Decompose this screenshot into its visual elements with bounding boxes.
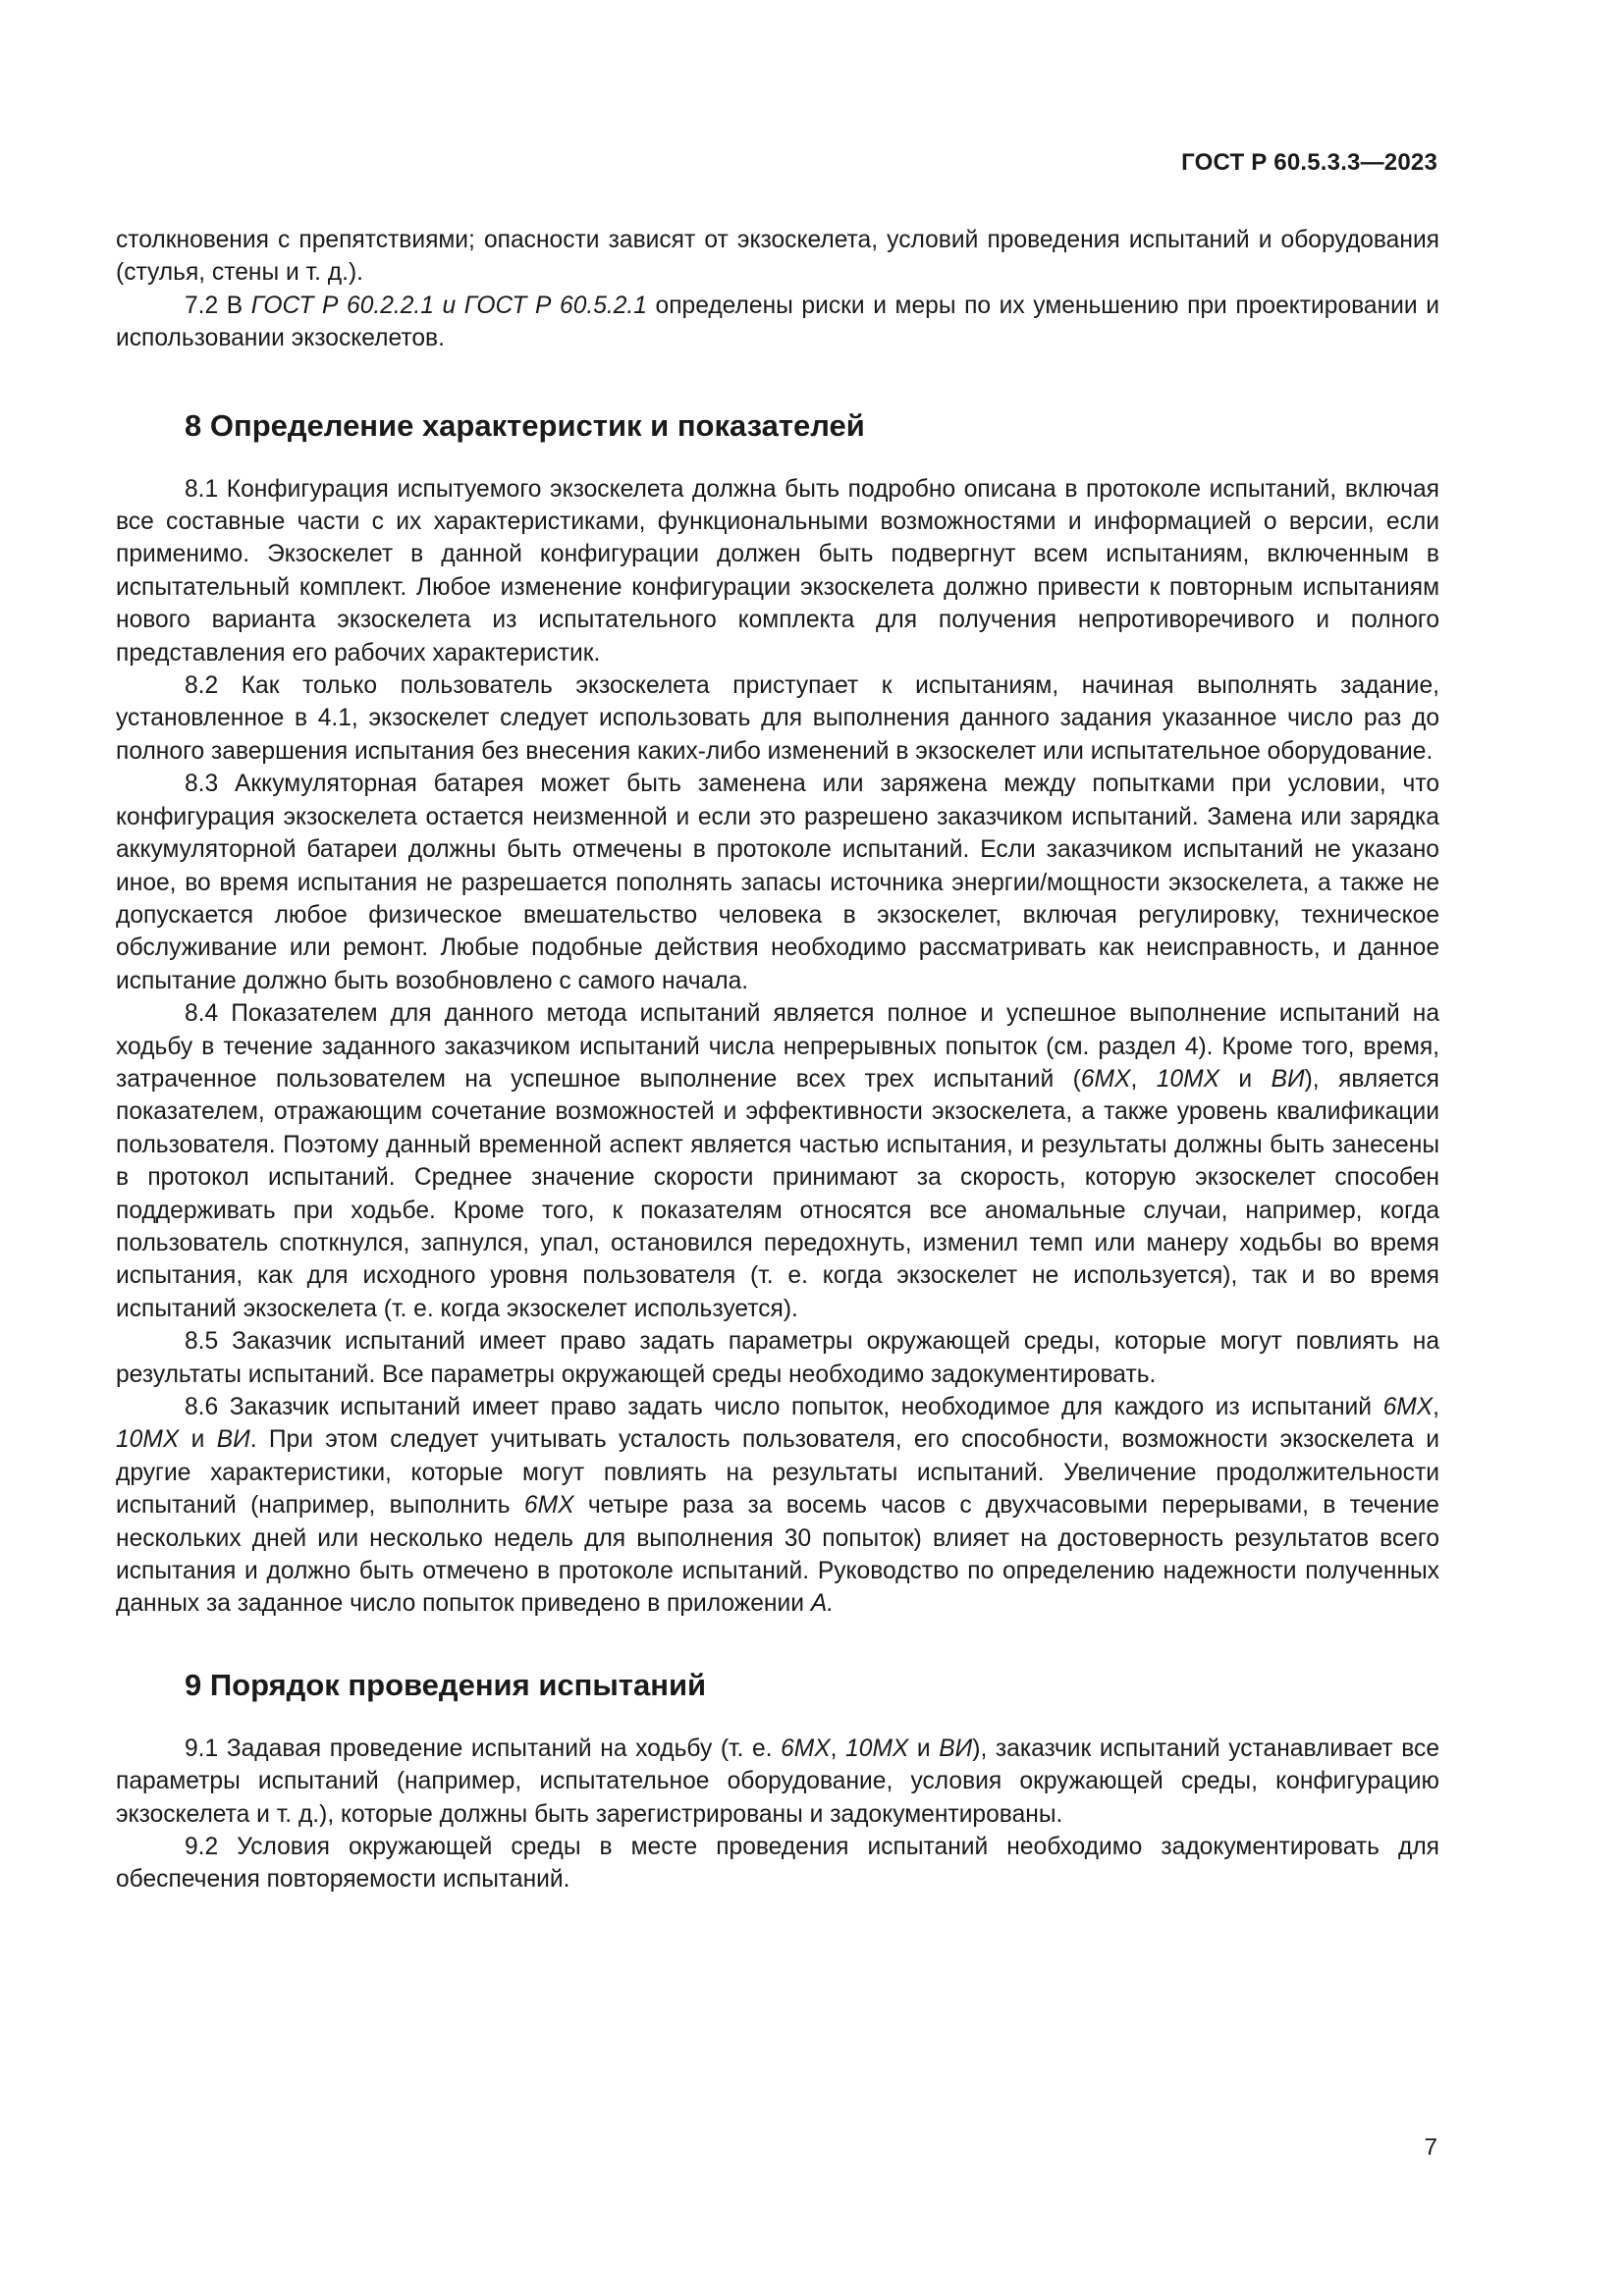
section-9-heading: 9 Порядок проведения испытаний [185,1667,707,1702]
text-run: , [1130,1065,1157,1093]
text-run: , [1433,1394,1439,1420]
paragraph-continuation: столкновения с препятствиями; опасности зависят от экзоскелета, условий проведения испытаний и оборудования (стулья, стены и т. д.). [116,227,1439,287]
appendix-reference: А. [810,1590,835,1618]
text-run: . При этом следует учитывать усталость пользователя, его способности, возможности экзоскелета и другие характеристики, которые могут повлиять на результаты испытаний. Увеличение продолжительности испытаний (например, выполнить [116,1426,1439,1520]
standard-reference: ГОСТ Р 60.2.2.1 и ГОСТ Р 60.5.2.1 [250,292,647,319]
paragraph-8-6 [116,1391,1439,1621]
test-abbrev: 10МХ [1156,1065,1219,1093]
text-run: 8.6 Заказчик испытаний имеет право задать число попыток, необходимое для каждого из испытаний [185,1394,1383,1420]
paragraph-8-4 [116,997,1439,1325]
text-run: определены риски и меры по их уменьшению при проектировании и использовании экзоскелетов. [116,292,1439,352]
text-run: , [830,1735,846,1762]
test-abbrev: 10МХ [845,1735,909,1762]
text-run: и [179,1426,217,1454]
standard-code-header: ГОСТ Р 60.5.3.3—2023 [1181,149,1437,176]
paragraph-8-1: 8.1 Конфигурация испытуемого экзоскелета должна быть подробно описана в протоколе испытаний, включая все составные части с их характеристиками, функциональными возможностями и информацией о версии, если применимо. Экзоскелет в данной конфигурации должен быть подвергнут всем испытаниям, включенным в испытательный комплект. Любое изменение конфигурации экзоскелета должно привести к повторным испытаниям нового варианта экзоскелета из испытательного комплекта для получения непротиворечивого и полного представления его рабочих характеристик. [116,475,1439,667]
text-run: и [1218,1065,1272,1093]
paragraph-7-2 [116,290,1439,355]
paragraph-8-3: 8.3 Аккумуляторная батарея может быть заменена или заряжена между попытками при условии, что конфигурация экзоскелета остается неизменной и если это разрешено заказчиком испытаний. Замена или зарядка аккумуляторной батареи должны быть отмечены в протоколе испытаний. Если заказчиком испытаний не указано иное, во время испытания не разрешается пополнять запасы источника энергии/мощности экзоскелета, а также не допускается любое физическое вмешательство человека в экзоскелет, включая регулировку, техническое обслуживание или ремонт. Любые подобные действия необходимо рассматривать как неисправность, и данное испытание должно быть возобновлено с самого начала. [116,771,1439,994]
paragraph-8-2: 8.2 Как только пользователь экзоскелета приступает к испытаниям, начиная выполнять задание, установленное в 4.1, экзоскелет следует использовать для выполнения данного задания указанное число раз до полного завершения испытания без внесения каких-либо изменений в экзоскелет или испытательное оборудование. [116,672,1439,765]
test-abbrev: ВИ [939,1735,973,1762]
section-8-heading: 8 Определение характеристик и показателей [185,407,865,443]
text-run: ), является показателем, отражающим сочетание возможностей и эффективности экзоскелета, а также уровень квалификации пользователя. Поэтому данный временной аспект является частью испытания, и результаты должны быть занесены в протокол испытаний. Среднее значение скорости принимают за скорость, которую экзоскелет способен поддерживать при ходьбе. Кроме того, к показателям относятся все аномальные случаи, например, когда пользователь споткнулся, запнулся, упал, остановился передохнуть, изменил темп или манеру ходьбы во время испытания, как для исходного уровня пользователя (т. е. когда экзоскелет не используется), так и во время испытаний экзоскелета (т. е. когда экзоскелет используется). [116,1065,1440,1322]
text-run: ), заказчик испытаний устанавливает все параметры испытаний (например, испытательное оборудование, условия окружающей среды, конфигурацию экзоскелета и т. д.), которые должны быть зарегистрированы и задокументированы. [116,1735,1439,1828]
test-abbrev: ВИ [1271,1065,1305,1093]
test-abbrev: 6МХ [1080,1065,1131,1093]
test-abbrev: ВИ [216,1426,250,1454]
test-abbrev: 6МХ [523,1492,574,1520]
text-run: и [908,1735,940,1762]
paragraph-8-5: 8.5 Заказчик испытаний имеет право задать параметры окружающей среды, которые могут повлиять на результаты испытаний. Все параметры окружающей среды необходимо задокументировать. [116,1328,1439,1388]
text-run: 7.2 В [185,292,251,319]
test-abbrev: 6МХ [1382,1394,1434,1420]
page-number: 7 [1424,2134,1437,2161]
document-body [116,224,1439,1896]
test-abbrev: 6МХ [781,1735,831,1762]
text-run: 8.4 Показателем для данного метода испытаний является полное и успешное выполнение испытаний на ходьбу в течение заданного заказчиком испытаний числа непрерывных попыток (см. раздел 4). Кроме того, время, затраченное пользователем на успешное выполнение всех трех испытаний ( [116,1000,1439,1093]
paragraph-9-2: 9.2 Условия окружающей среды в месте проведения испытаний необходимо задокументировать для обеспечения повторяемости испытаний. [116,1834,1439,1894]
paragraph-9-1 [116,1733,1439,1831]
text-run: четыре раза за восемь часов с двухчасовыми перерывами, в течение нескольких дней или несколько недель для выполнения 30 попыток) влияет на достоверность результатов всего испытания и должно быть отмечено в протоколе испытаний. Руководство по определению надежности полученных данных за заданное число попыток приведено в приложении [116,1492,1439,1618]
test-abbrev: 10МХ [116,1426,180,1454]
text-run: 9.1 Задавая проведение испытаний на ходьбу (т. е. [185,1735,782,1762]
